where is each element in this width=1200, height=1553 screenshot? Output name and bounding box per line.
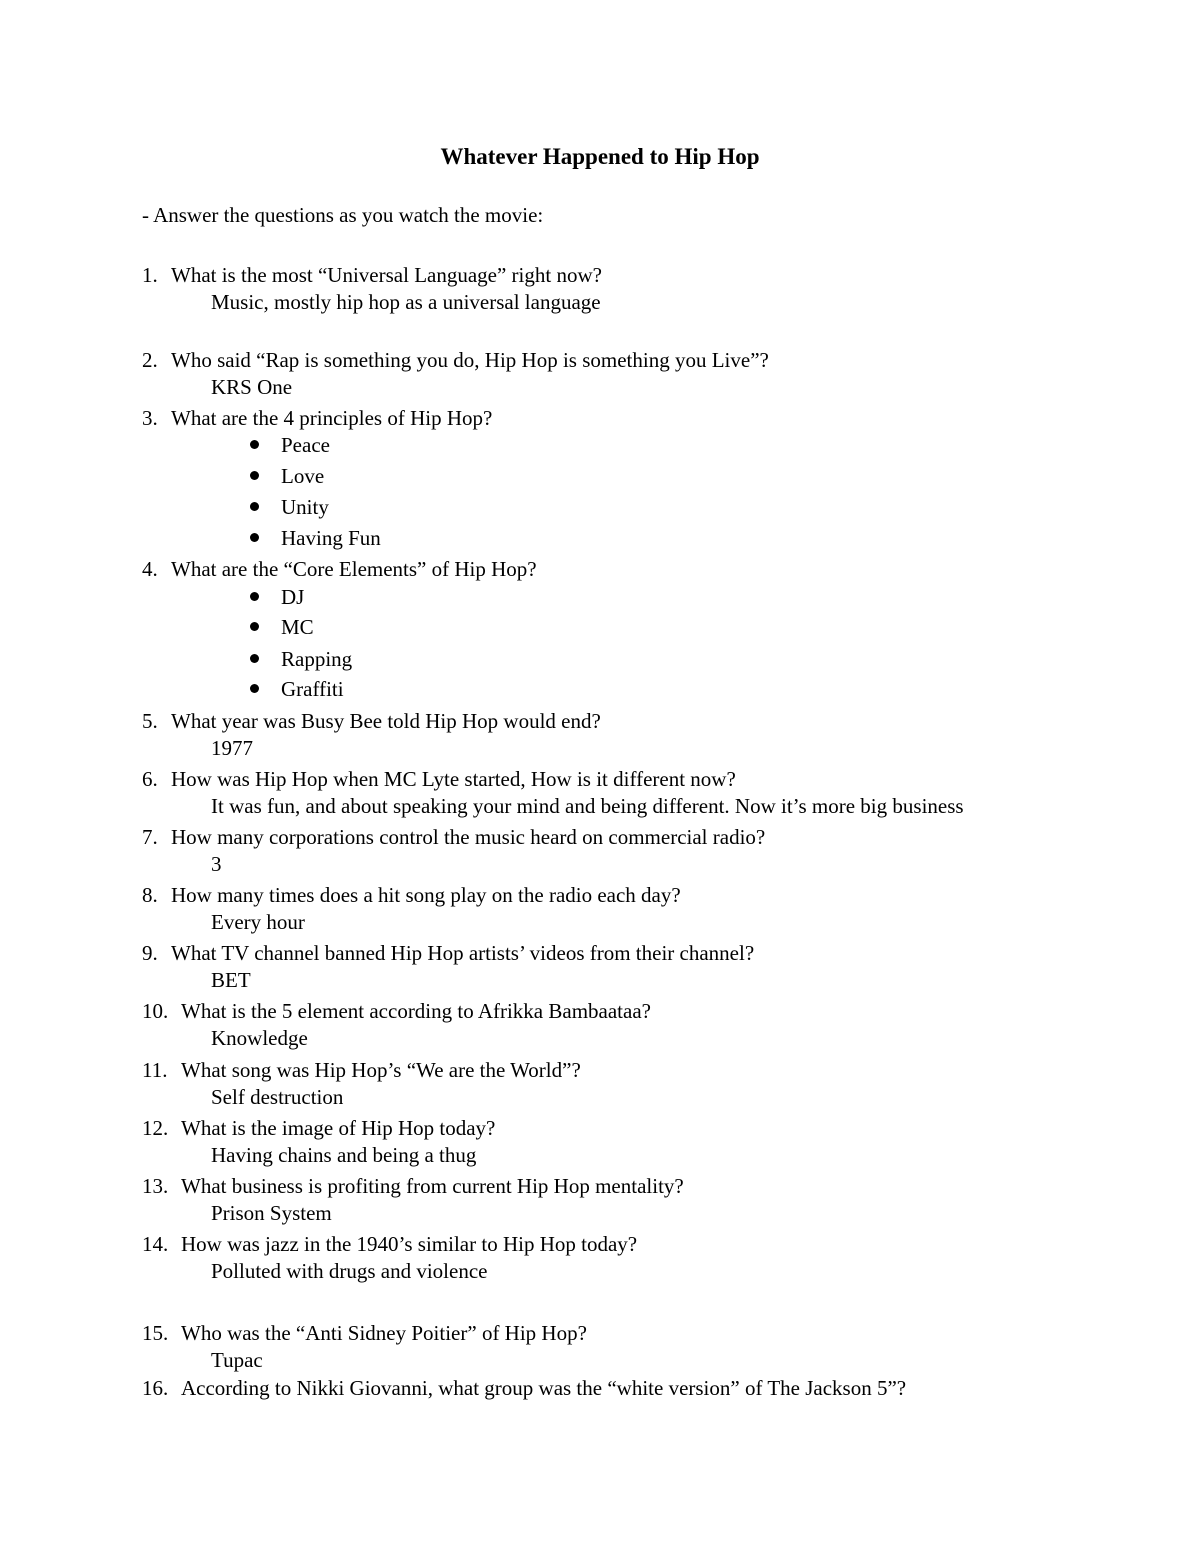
answer-10: Knowledge (211, 1026, 308, 1050)
question-text: What is the 5 element according to Afrikka Bambaataa? (181, 999, 651, 1023)
question-number: 1. (142, 263, 158, 287)
question-number: 5. (142, 709, 158, 733)
question-4 (142, 555, 537, 583)
question-number: 9. (142, 941, 158, 965)
question-text: What year was Busy Bee told Hip Hop would end? (171, 709, 601, 733)
bullet-icon (250, 533, 259, 542)
bullet-item: Having Fun (250, 524, 381, 552)
question-text: What are the 4 principles of Hip Hop? (171, 406, 493, 430)
question-text: What business is profiting from current Hip Hop mentality? (181, 1174, 684, 1198)
question-7 (142, 823, 765, 851)
question-number: 10. (142, 999, 169, 1023)
answer-11: Self destruction (211, 1085, 344, 1109)
bullet-item: DJ (250, 583, 304, 611)
bullet-item: Rapping (250, 645, 352, 673)
bullet-item: Peace (250, 431, 330, 459)
question-text: What are the “Core Elements” of Hip Hop? (171, 557, 537, 581)
question-1 (142, 261, 602, 289)
answer-15: Tupac (211, 1348, 263, 1372)
question-2 (142, 346, 769, 374)
question-number: 6. (142, 767, 158, 791)
answer-13: Prison System (211, 1201, 332, 1225)
page-title: Whatever Happened to Hip Hop (440, 144, 760, 169)
question-3 (142, 404, 492, 432)
question-number: 12. (142, 1116, 169, 1140)
question-number: 13. (142, 1174, 169, 1198)
bullet-icon (250, 502, 259, 511)
answer-2: KRS One (211, 375, 293, 399)
question-number: 3. (142, 406, 158, 430)
question-9 (142, 939, 754, 967)
question-number: 14. (142, 1232, 169, 1256)
answer-12: Having chains and being a thug (211, 1143, 477, 1167)
question-text: How many corporations control the music heard on commercial radio? (171, 825, 766, 849)
question-number: 15. (142, 1321, 169, 1345)
answer-8: Every hour (211, 910, 305, 934)
question-text: How was jazz in the 1940’s similar to Hip Hop today? (181, 1232, 638, 1256)
answer-14: Polluted with drugs and violence (211, 1259, 488, 1283)
question-number: 11. (142, 1058, 168, 1082)
bullet-icon (250, 622, 259, 631)
question-number: 7. (142, 825, 158, 849)
answer-9: BET (211, 968, 251, 992)
question-14 (142, 1230, 637, 1258)
answer-1: Music, mostly hip hop as a universal language (211, 290, 601, 314)
question-text: How was Hip Hop when MC Lyte started, How is it different now? (171, 767, 736, 791)
instructions: - Answer the questions as you watch the movie: (142, 203, 544, 227)
question-5 (142, 707, 601, 735)
bullet-icon (250, 592, 259, 601)
answer-5: 1977 (211, 736, 253, 760)
question-number: 16. (142, 1376, 169, 1400)
question-6 (142, 765, 736, 793)
question-text: Who was the “Anti Sidney Poitier” of Hip Hop? (181, 1321, 587, 1345)
bullet-icon (250, 440, 259, 449)
question-10 (142, 997, 651, 1025)
question-text: What is the image of Hip Hop today? (181, 1116, 496, 1140)
question-text: What TV channel banned Hip Hop artists’ videos from their channel? (171, 941, 755, 965)
answer-6: It was fun, and about speaking your mind and being different. Now it’s more big business (211, 794, 964, 818)
question-number: 2. (142, 348, 158, 372)
question-text: Who said “Rap is something you do, Hip Hop is something you Live”? (171, 348, 769, 372)
question-text: What song was Hip Hop’s “We are the World”? (181, 1058, 581, 1082)
question-number: 4. (142, 557, 158, 581)
question-16 (142, 1374, 906, 1402)
bullet-item: Love (250, 462, 324, 490)
question-text: What is the most “Universal Language” right now? (171, 263, 602, 287)
bullet-icon (250, 684, 259, 693)
question-11 (142, 1056, 581, 1084)
question-13 (142, 1172, 684, 1200)
bullet-item: Unity (250, 493, 329, 521)
bullet-item: Graffiti (250, 675, 344, 703)
question-15 (142, 1319, 587, 1347)
question-text: How many times does a hit song play on the radio each day? (171, 883, 681, 907)
bullet-icon (250, 654, 259, 663)
bullet-icon (250, 471, 259, 480)
question-12 (142, 1114, 495, 1142)
answer-7: 3 (211, 852, 222, 876)
question-text: According to Nikki Giovanni, what group was the “white version” of The Jackson 5”? (181, 1376, 907, 1400)
question-8 (142, 881, 681, 909)
question-number: 8. (142, 883, 158, 907)
bullet-item: MC (250, 613, 314, 641)
